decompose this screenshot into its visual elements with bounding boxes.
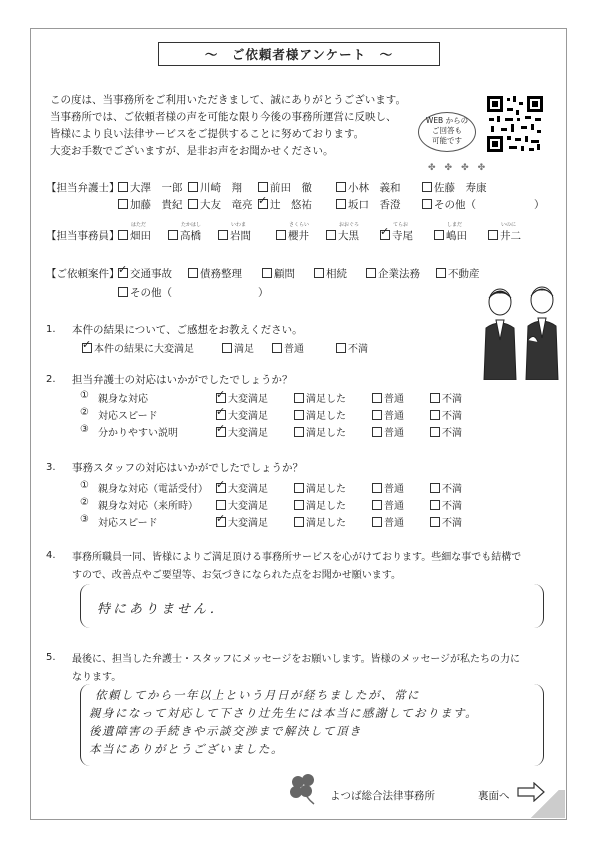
checkbox[interactable] <box>372 517 382 527</box>
next-page-label: 裏面へ <box>478 790 510 802</box>
bubble-line-1: WEB からの <box>425 116 469 125</box>
furigana: てらお <box>393 222 409 228</box>
lawyer-option-1[interactable] <box>118 180 183 195</box>
checkbox[interactable] <box>218 230 228 240</box>
staff-name: 高橋 <box>180 230 201 242</box>
q2-row-2-opt-4[interactable] <box>430 407 462 422</box>
checkbox[interactable] <box>118 230 128 240</box>
q3-row-2-label: 親身な対応（来所時） <box>98 501 198 512</box>
checkbox[interactable] <box>372 500 382 510</box>
q5-text-line-2: なります。 <box>72 672 122 683</box>
checkbox[interactable] <box>422 182 432 192</box>
option-label: 本件の結果に大変満足 <box>94 344 194 355</box>
furigana: さくらい <box>289 222 310 228</box>
option-label: 大変満足 <box>228 501 268 512</box>
q2-row-2-opt-3[interactable] <box>372 407 404 422</box>
lawyer-name: 川崎 翔 <box>200 182 242 194</box>
arrow-right-icon[interactable] <box>516 782 546 802</box>
q2-row-2-opt-1[interactable] <box>216 407 268 422</box>
checkbox[interactable] <box>430 393 440 403</box>
intro-line-3: 皆様により良い法律サービスをご提供することに努めております。 <box>50 128 365 140</box>
q2-row-1-label: 親身な対応 <box>98 394 148 405</box>
checkbox[interactable] <box>118 182 128 192</box>
q4-text-line-1: 事務所職員一同、皆様によりご満足頂ける事務所サービスを心がけております。些細な事でも結構で <box>72 552 522 563</box>
lawyer-name: 加藤 貴紀 <box>130 199 183 211</box>
q3-row-2-opt-3[interactable] <box>372 497 404 512</box>
lawyer-name: 小林 義和 <box>348 182 401 194</box>
lawyer-option-9[interactable] <box>336 197 401 212</box>
q3-row-3-opt-2[interactable] <box>294 514 346 529</box>
checkbox-checked[interactable] <box>216 427 226 437</box>
staff-option-5[interactable] <box>326 222 360 243</box>
checkbox[interactable] <box>294 483 304 493</box>
checkbox[interactable] <box>188 199 198 209</box>
checkbox[interactable] <box>336 182 346 192</box>
staff-name: 岩間 <box>230 230 251 242</box>
q5-answer-line-2: 親身になって対応して下さり辻先生には本当に感謝しております。 <box>89 706 479 720</box>
q3-row-1-opt-1[interactable] <box>216 480 268 495</box>
checkbox[interactable] <box>294 427 304 437</box>
checkbox[interactable] <box>434 230 444 240</box>
firm-name: よつば総合法律事務所 <box>330 790 435 802</box>
option-label: 普通 <box>284 344 304 355</box>
furigana: おおぐろ <box>339 222 360 228</box>
case-option-4[interactable] <box>314 266 347 281</box>
q1-option-2[interactable] <box>222 340 254 355</box>
option-label: 満足した <box>306 484 346 495</box>
q3-row-3-num: ③ <box>80 514 89 525</box>
staff-option-2[interactable] <box>168 222 202 243</box>
lawyer-name: 前田 徹 <box>270 182 312 194</box>
q2-row-1-opt-3[interactable] <box>372 390 404 405</box>
q2-row-3-num: ③ <box>80 424 89 435</box>
checkbox[interactable] <box>294 393 304 403</box>
q3-row-1-opt-4[interactable] <box>430 480 462 495</box>
checkbox[interactable] <box>216 500 226 510</box>
checkbox[interactable] <box>168 230 178 240</box>
checkbox-checked[interactable] <box>258 199 268 209</box>
checkbox[interactable] <box>258 182 268 192</box>
lawyer-option-other[interactable] <box>422 197 476 212</box>
staff-option-4[interactable] <box>276 222 310 243</box>
checkbox-checked[interactable] <box>380 230 390 240</box>
q3-row-3-label: 対応スピード <box>98 518 158 529</box>
decor-clover-icons: ✤ ✤ ✤ ✤ <box>428 163 486 173</box>
checkbox[interactable] <box>488 230 498 240</box>
q3-row-3-opt-4[interactable] <box>430 514 462 529</box>
checkbox[interactable] <box>430 517 440 527</box>
checkbox[interactable] <box>422 199 432 209</box>
lawyer-option-8[interactable] <box>258 197 312 212</box>
lawyer-name: 大澤 一郎 <box>130 182 183 194</box>
checkbox-checked[interactable] <box>216 410 226 420</box>
option-label: 普通 <box>384 501 404 512</box>
bubble-line-2: ご回答も <box>432 126 462 135</box>
q4-text-line-2: すので、改善点やご要望等、お気づきになられた点をお聞かせ願います。 <box>72 570 401 581</box>
checkbox[interactable] <box>372 427 382 437</box>
q1-option-1[interactable] <box>82 340 194 355</box>
furigana: はただ <box>131 222 147 228</box>
lawyer-option-4[interactable] <box>336 180 401 195</box>
option-label: 普通 <box>384 484 404 495</box>
checkbox[interactable] <box>326 230 336 240</box>
q2-row-3-opt-4[interactable] <box>430 424 462 439</box>
checkbox[interactable] <box>372 410 382 420</box>
case-option-5[interactable] <box>366 266 420 281</box>
q2-row-3-label: 分かりやすい説明 <box>98 428 178 439</box>
furigana: いのに <box>501 222 517 228</box>
checkbox[interactable] <box>118 199 128 209</box>
intro-line-2: 当事務所では、ご依頼者様の声を可能な限り今後の事務所運営に反映し、 <box>50 111 397 123</box>
q5-text-line-1: 最後に、担当した弁護士・スタッフにメッセージをお願いします。皆様のメッセージが私たちの力に <box>72 654 520 665</box>
checkbox[interactable] <box>118 287 128 297</box>
option-label: 満足した <box>306 411 346 422</box>
option-label: 満足した <box>306 501 346 512</box>
case-name: 不動産 <box>448 268 480 280</box>
q3-row-1-label: 親身な対応（電話受付） <box>98 484 208 495</box>
q2-number: 2. <box>46 374 56 385</box>
staff-option-1[interactable] <box>118 222 151 243</box>
lawyer-name: 佐藤 寿康 <box>434 182 487 194</box>
q2-row-3-opt-3[interactable] <box>372 424 404 439</box>
case-label: 【ご依頼案件】 <box>46 268 120 280</box>
q2-row-1-opt-2[interactable] <box>294 390 346 405</box>
bubble-line-3: 可能です <box>432 136 462 145</box>
q2-row-1-num: ① <box>80 390 89 401</box>
checkbox[interactable] <box>430 427 440 437</box>
q3-row-3-opt-1[interactable] <box>216 514 268 529</box>
checkbox[interactable] <box>294 517 304 527</box>
qr-code[interactable] <box>485 94 545 154</box>
lawyer-option-5[interactable] <box>422 180 487 195</box>
option-label: 普通 <box>384 518 404 529</box>
case-name: 交通事故 <box>130 268 172 280</box>
option-label: 普通 <box>384 428 404 439</box>
lawyer-option-7[interactable] <box>188 197 253 212</box>
q3-text: 事務スタッフの対応はいかがでしたでしょうか？ <box>72 462 303 474</box>
q3-row-2-num: ② <box>80 497 89 508</box>
q1-number: 1. <box>46 324 56 335</box>
staff-name: 嶋田 <box>446 230 467 242</box>
q3-row-3-opt-3[interactable] <box>372 514 404 529</box>
option-label: 満足した <box>306 518 346 529</box>
option-label: 不満 <box>442 394 462 405</box>
option-label: 大変満足 <box>228 484 268 495</box>
case-name: 相続 <box>326 268 347 280</box>
furigana: いわま <box>231 222 247 228</box>
option-label: 普通 <box>384 411 404 422</box>
checkbox[interactable] <box>276 230 286 240</box>
option-label: 不満 <box>442 518 462 529</box>
q3-row-1-opt-2[interactable] <box>294 480 346 495</box>
checkbox-checked[interactable] <box>216 393 226 403</box>
lawyer-name: 辻 悠祐 <box>270 199 312 211</box>
q3-row-1-opt-3[interactable] <box>372 480 404 495</box>
lawyer-option-3[interactable] <box>258 180 312 195</box>
staff-option-7[interactable] <box>434 222 467 243</box>
checkbox-checked[interactable] <box>216 517 226 527</box>
q5-number: 5. <box>46 652 56 663</box>
q5-answer-line-4: 本当にありがとうございました。 <box>89 742 284 756</box>
checkbox[interactable] <box>294 500 304 510</box>
case-option-2[interactable] <box>188 266 242 281</box>
q2-row-1-opt-1[interactable] <box>216 390 268 405</box>
q4-answer-box[interactable] <box>80 584 544 628</box>
option-label: 大変満足 <box>228 411 268 422</box>
checkbox[interactable] <box>372 393 382 403</box>
case-option-other[interactable] <box>118 285 172 300</box>
option-label: 大変満足 <box>228 394 268 405</box>
case-option-6[interactable] <box>436 266 480 281</box>
furigana: たかはし <box>181 222 202 228</box>
q2-row-2-opt-2[interactable] <box>294 407 346 422</box>
lawyer-label: 【担当弁護士】 <box>46 182 120 194</box>
q2-row-1-opt-4[interactable] <box>430 390 462 405</box>
checkbox[interactable] <box>222 343 232 353</box>
lawyer-name: 大友 竜亮 <box>200 199 253 211</box>
checkbox[interactable] <box>262 268 272 278</box>
web-answer-bubble <box>418 112 476 152</box>
option-label: 満足した <box>306 428 346 439</box>
q3-row-1-num: ① <box>80 480 89 491</box>
checkbox[interactable] <box>430 410 440 420</box>
case-name: 顧問 <box>274 268 295 280</box>
checkbox-checked[interactable] <box>82 343 92 353</box>
case-option-3[interactable] <box>262 266 295 281</box>
checkbox[interactable] <box>336 343 346 353</box>
lawyer-name: 坂口 香澄 <box>348 199 401 211</box>
q3-row-2-opt-1[interactable] <box>216 497 268 512</box>
staff-name: 大黒 <box>338 230 359 242</box>
checkbox[interactable] <box>436 268 446 278</box>
option-label: 不満 <box>442 411 462 422</box>
checkbox[interactable] <box>336 199 346 209</box>
option-label: 普通 <box>384 394 404 405</box>
q2-row-3-opt-1[interactable] <box>216 424 268 439</box>
checkbox[interactable] <box>430 483 440 493</box>
lawyer-other-close: ） <box>534 199 545 211</box>
lawyer-option-2[interactable] <box>188 180 242 195</box>
q5-answer-box[interactable] <box>80 684 544 766</box>
checkbox[interactable] <box>188 268 198 278</box>
option-label: 不満 <box>348 344 368 355</box>
option-label: 大変満足 <box>228 518 268 529</box>
staff-name: 寺尾 <box>392 230 413 242</box>
clover-logo-icon <box>284 772 324 806</box>
page-title: ～ ご依頼者様アンケート ～ <box>158 42 440 66</box>
checkbox[interactable] <box>314 268 324 278</box>
q1-option-4[interactable] <box>336 340 368 355</box>
case-other-close: ） <box>258 287 269 299</box>
lawyer-option-6[interactable] <box>118 197 183 212</box>
q2-row-3-opt-2[interactable] <box>294 424 346 439</box>
q1-text: 本件の結果について、ご感想をお教えください。 <box>72 324 303 336</box>
checkbox[interactable] <box>294 410 304 420</box>
intro-line-4: 大変お手数でございますが、是非お声をお聞かせください。 <box>50 145 334 157</box>
checkbox[interactable] <box>188 182 198 192</box>
q5-answer-line-1: 依頼してから一年以上という月日が経ちましたが、常に <box>95 688 420 702</box>
q2-text: 担当弁護士の対応はいかがでしたでしょうか？ <box>72 374 293 386</box>
furigana: しまだ <box>447 222 463 228</box>
case-name: 債務整理 <box>200 268 242 280</box>
checkbox[interactable] <box>366 268 376 278</box>
case-name: 企業法務 <box>378 268 420 280</box>
intro-line-1: この度は、当事務所をご利用いただきまして、誠にありがとうございます。 <box>50 94 406 106</box>
option-label: 満足 <box>234 344 254 355</box>
checkbox[interactable] <box>272 343 282 353</box>
option-label: 大変満足 <box>228 428 268 439</box>
option-label: 不満 <box>442 428 462 439</box>
checkbox-checked[interactable] <box>216 483 226 493</box>
staff-name: 畑田 <box>130 230 151 242</box>
q2-row-2-num: ② <box>80 407 89 418</box>
q4-answer: 特にありません． <box>97 602 226 617</box>
checkbox[interactable] <box>372 483 382 493</box>
case-name: その他（ <box>130 287 172 299</box>
staff-option-6[interactable] <box>380 222 413 243</box>
checkbox[interactable] <box>430 500 440 510</box>
option-label: 不満 <box>442 501 462 512</box>
q3-row-2-opt-4[interactable] <box>430 497 462 512</box>
q3-number: 3. <box>46 462 56 473</box>
q3-row-2-opt-2[interactable] <box>294 497 346 512</box>
staff-option-3[interactable] <box>218 222 251 243</box>
option-label: 満足した <box>306 394 346 405</box>
case-option-1[interactable] <box>118 266 172 281</box>
staff-name: 井二 <box>500 230 521 242</box>
option-label: 不満 <box>442 484 462 495</box>
q1-option-3[interactable] <box>272 340 304 355</box>
staff-option-8[interactable] <box>488 222 521 243</box>
lawyer-name: その他（ <box>434 199 476 211</box>
staff-name: 櫻井 <box>288 230 309 242</box>
q5-answer-line-3: 後遺障害の手続きや示談交渉まで解決して頂き <box>89 724 362 738</box>
staff-illustration <box>472 280 568 380</box>
staff-label: 【担当事務員】 <box>46 230 120 242</box>
q2-row-2-label: 対応スピード <box>98 411 158 422</box>
q4-number: 4. <box>46 550 56 561</box>
checkbox-checked[interactable] <box>118 268 128 278</box>
